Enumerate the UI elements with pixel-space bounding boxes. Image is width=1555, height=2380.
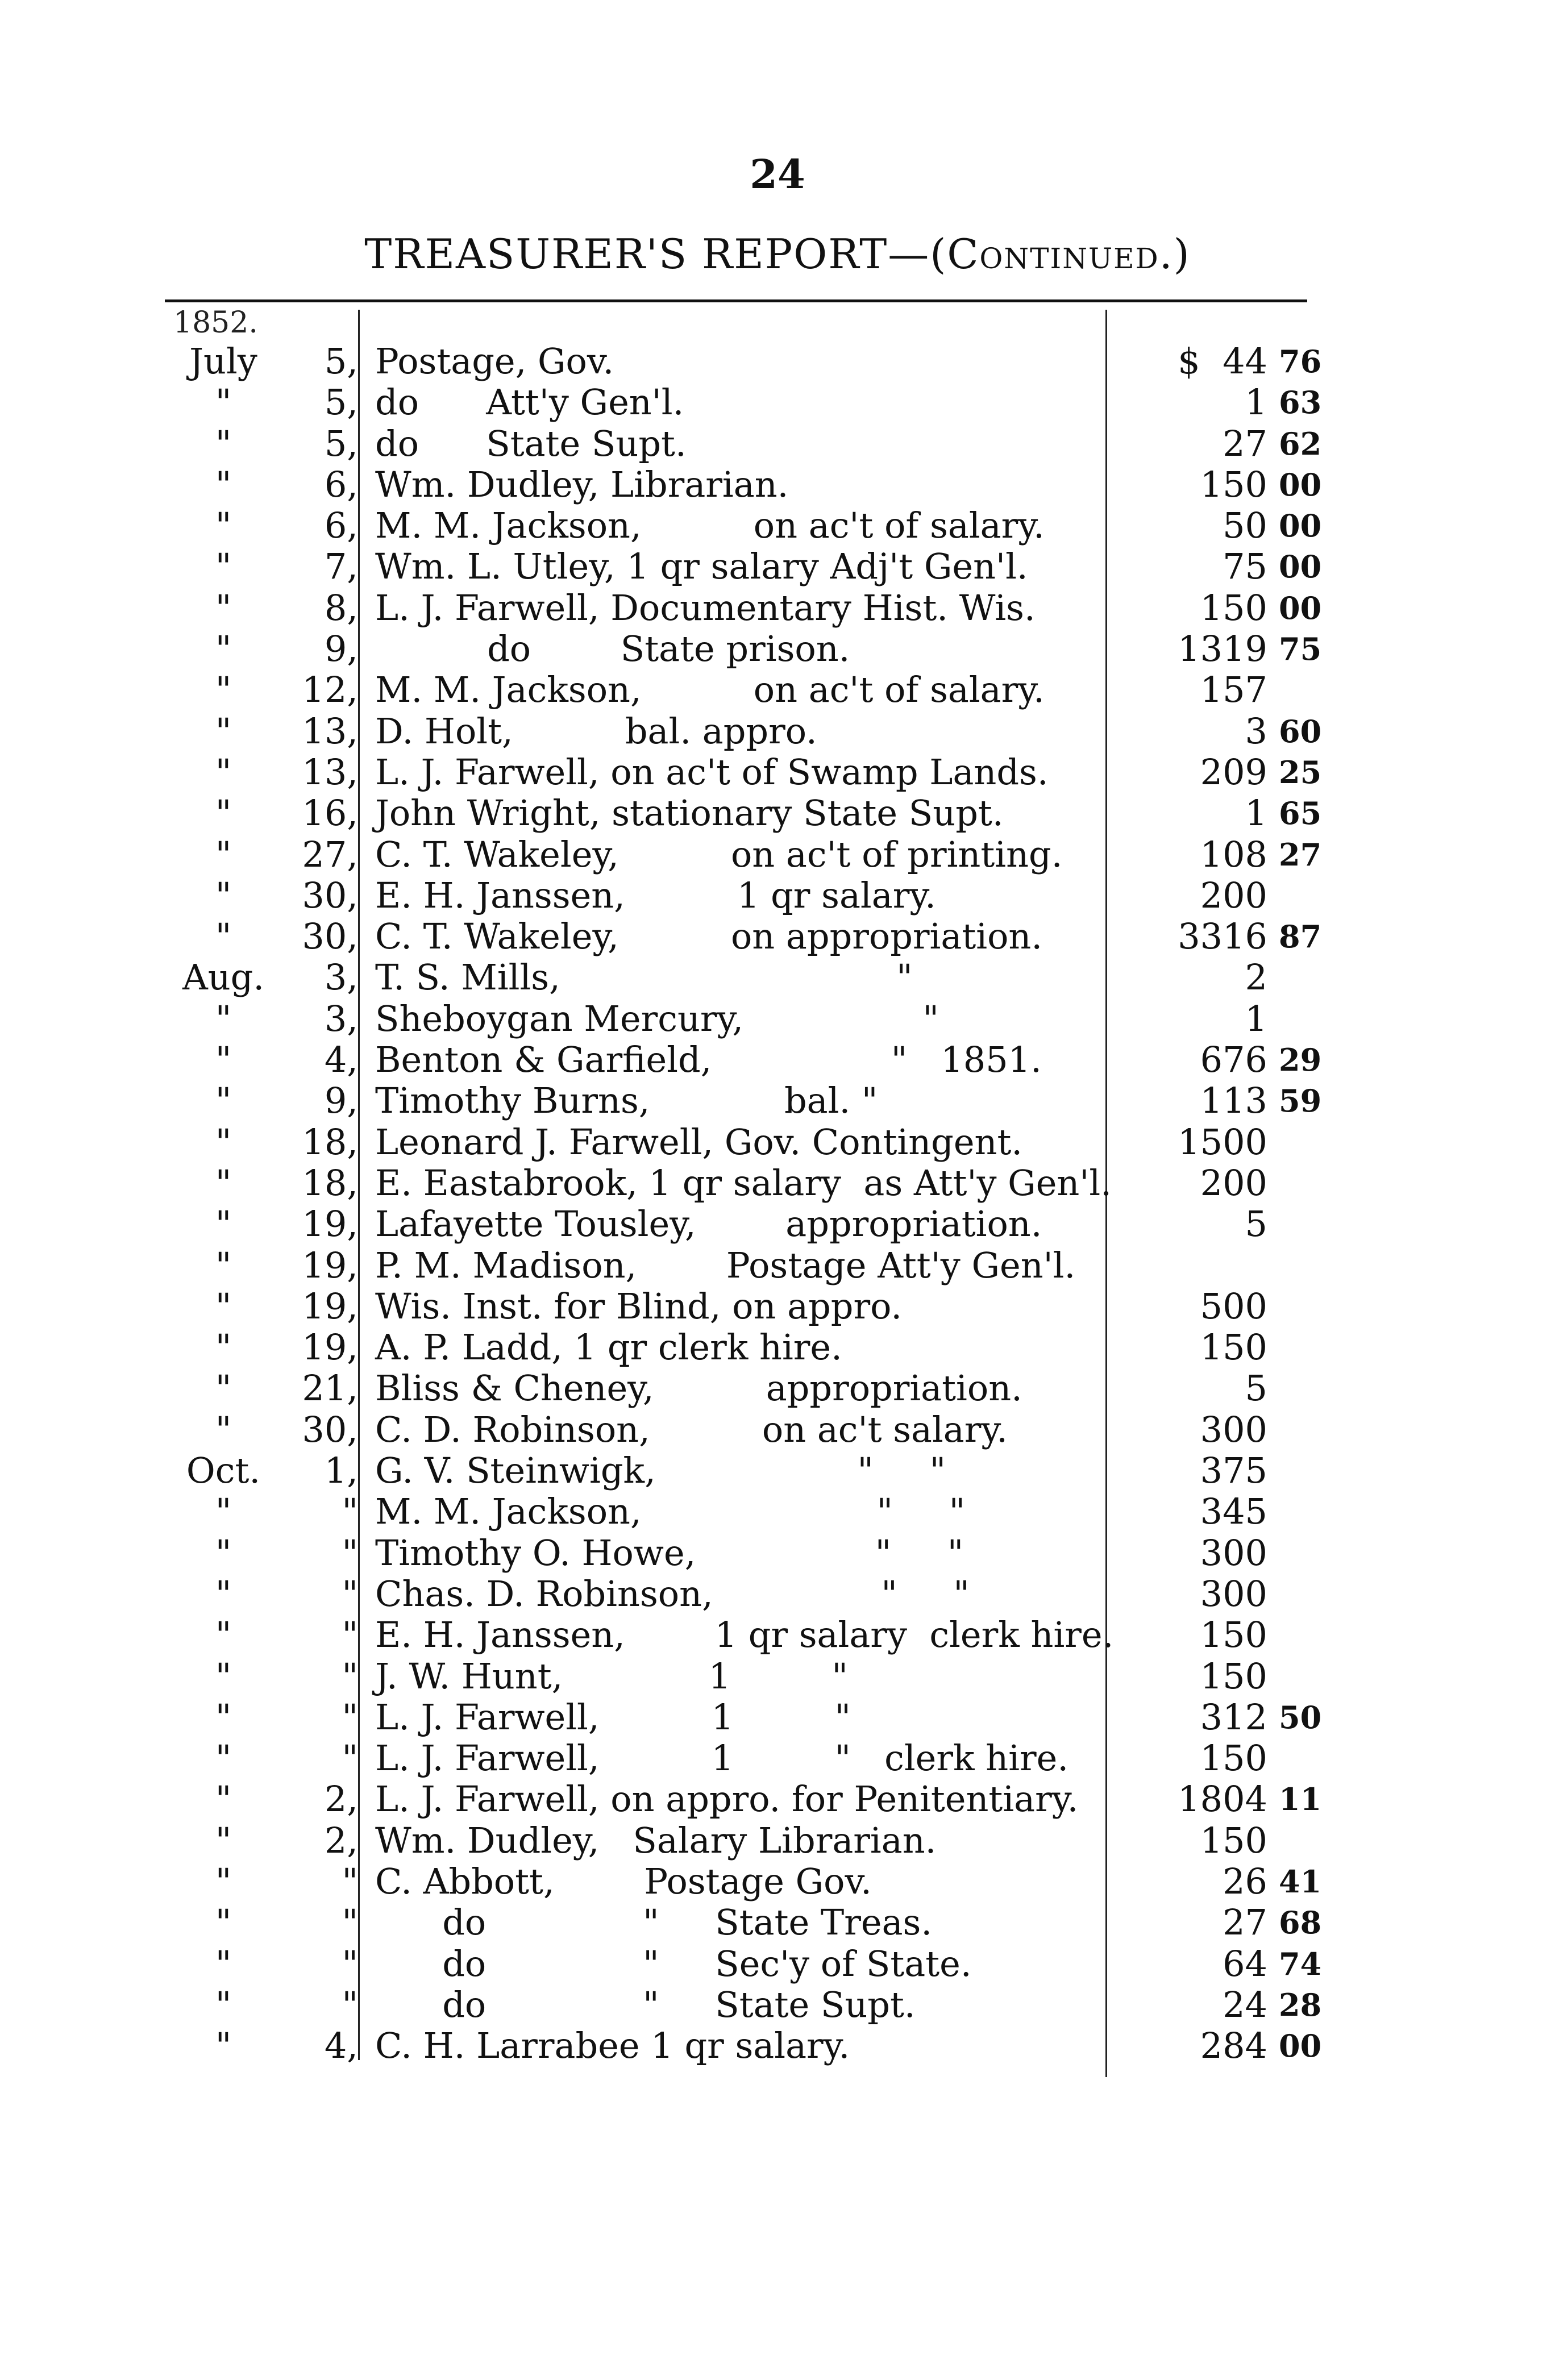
entry-day: 19,: [302, 1203, 358, 1245]
entry-cents: 11: [1279, 1781, 1322, 1818]
entry-description: C. Abbott, Postage Gov.: [375, 1860, 872, 1902]
entry-dollars: 375: [1200, 1450, 1267, 1492]
entry-month: ": [215, 1532, 232, 1574]
entry-day: ": [342, 1696, 358, 1738]
entry-month: ": [215, 1039, 232, 1081]
entry-day: 5,: [324, 381, 358, 423]
entry-month: ": [215, 1942, 232, 1984]
ledger-row: [0, 711, 1555, 752]
entry-month: ": [215, 669, 232, 711]
entry-dollars: 312: [1200, 1696, 1267, 1738]
ledger-row: [0, 1656, 1555, 1697]
ledger-row: [0, 1944, 1555, 1984]
entry-day: 18,: [302, 1121, 358, 1163]
entry-month: ": [215, 586, 232, 629]
entry-description: L. J. Farwell, on ac't of Swamp Lands.: [375, 751, 1049, 793]
entry-description: P. M. Madison, Postage Att'y Gen'l.: [375, 1244, 1076, 1286]
entry-cents: 60: [1279, 713, 1322, 750]
entry-description: Leonard J. Farwell, Gov. Contingent.: [375, 1121, 1023, 1163]
ledger-row: [0, 341, 1555, 382]
ledger-row: [0, 1533, 1555, 1574]
entry-dollars: 1: [1245, 997, 1267, 1039]
entry-month: Oct.: [186, 1450, 261, 1492]
entry-description: L. J. Farwell, on appro. for Penitentiary.: [375, 1778, 1079, 1820]
entry-month: ": [215, 1244, 232, 1286]
entry-day: ": [342, 1737, 358, 1779]
entry-day: ": [342, 1532, 358, 1574]
running-head: [0, 230, 1555, 278]
entry-dollars: 1: [1245, 381, 1267, 423]
ledger-row: [0, 423, 1555, 464]
entry-description: C. H. Larrabee 1 qr salary.: [375, 2025, 850, 2067]
entry-cents: 00: [1279, 548, 1322, 585]
entry-day: 8,: [324, 586, 358, 629]
entry-day: ": [342, 1860, 358, 1902]
header-rule: [165, 299, 1307, 302]
entry-description: Wm. Dudley, Librarian.: [375, 463, 789, 505]
entry-description: Timothy Burns, bal. ": [375, 1080, 878, 1122]
entry-cents: 65: [1279, 795, 1322, 832]
entry-month: ": [215, 505, 232, 547]
entry-description: A. P. Ladd, 1 qr clerk hire.: [375, 1326, 842, 1368]
ledger-row: [0, 1491, 1555, 1532]
entry-cents: 00: [1279, 507, 1322, 544]
entry-dollars: 75: [1223, 546, 1267, 588]
entry-day: ": [342, 1655, 358, 1697]
entry-day: ": [342, 1901, 358, 1944]
entry-dollars: 5: [1245, 1203, 1267, 1245]
entry-day: 30,: [302, 874, 358, 916]
entry-day: 30,: [302, 916, 358, 958]
entry-month: ": [215, 792, 232, 834]
entry-cents: 59: [1279, 1083, 1322, 1120]
ledger-table: [0, 341, 1555, 2066]
entry-description: E. Eastabrook, 1 qr salary as Att'y Gen'l.: [375, 1162, 1112, 1204]
entry-month: ": [215, 1326, 232, 1368]
entry-day: 3,: [324, 997, 358, 1039]
entry-month: ": [215, 710, 232, 752]
entry-month: ": [215, 628, 232, 670]
ledger-row: [0, 1368, 1555, 1409]
ledger-row: [0, 1450, 1555, 1491]
entry-dollars: 24: [1223, 1983, 1267, 2025]
entry-month: July: [189, 340, 257, 382]
entry-dollars: 150: [1200, 1655, 1267, 1697]
entry-day: 19,: [302, 1285, 358, 1327]
ledger-row: [0, 1080, 1555, 1121]
entry-day: 1,: [324, 1450, 358, 1492]
entry-dollars: 2: [1245, 956, 1267, 998]
entry-month: ": [215, 1203, 232, 1245]
entry-cents: 00: [1279, 2028, 1322, 2065]
entry-description: Wm. L. Utley, 1 qr salary Adj't Gen'l.: [375, 546, 1028, 588]
entry-description: do State prison.: [375, 628, 850, 670]
entry-cents: 29: [1279, 1042, 1322, 1079]
entry-cents: 50: [1279, 1699, 1322, 1736]
entry-dollars: 284: [1200, 2025, 1267, 2067]
entry-cents: 27: [1279, 836, 1322, 873]
entry-day: ": [342, 1614, 358, 1656]
entry-day: 4,: [324, 2025, 358, 2067]
entry-dollars: 1319: [1178, 628, 1267, 670]
entry-cents: 41: [1279, 1863, 1322, 1900]
entry-cents: 63: [1279, 384, 1322, 421]
entry-cents: 68: [1279, 1904, 1322, 1941]
ledger-row: [0, 998, 1555, 1039]
year-label: 1852.: [173, 306, 258, 340]
entry-dollars: 1: [1245, 792, 1267, 834]
entry-day: 7,: [324, 546, 358, 588]
entry-description: Wm. Dudley, Salary Librarian.: [375, 1819, 937, 1861]
entry-month: ": [215, 1162, 232, 1204]
entry-description: G. V. Steinwigk, " ": [375, 1450, 946, 1492]
entry-description: L. J. Farwell, 1 ": [375, 1696, 851, 1738]
entry-month: ": [215, 381, 232, 423]
entry-month: Aug.: [182, 956, 265, 998]
entry-day: 6,: [324, 463, 358, 505]
entry-month: ": [215, 1572, 232, 1615]
ledger-row: [0, 1697, 1555, 1738]
entry-month: ": [215, 833, 232, 875]
entry-month: ": [215, 997, 232, 1039]
entry-month: ": [215, 1080, 232, 1122]
entry-day: 27,: [302, 833, 358, 875]
entry-month: ": [215, 1121, 232, 1163]
entry-day: 19,: [302, 1244, 358, 1286]
entry-cents: 00: [1279, 466, 1322, 503]
entry-month: ": [215, 546, 232, 588]
ledger-row: [0, 546, 1555, 587]
entry-dollars: 150: [1200, 586, 1267, 629]
entry-dollars: 157: [1200, 669, 1267, 711]
entry-day: 2,: [324, 1778, 358, 1820]
ledger-row: [0, 464, 1555, 505]
entry-month: ": [215, 916, 232, 958]
entry-day: ": [342, 1983, 358, 2025]
running-head-continued: Continued: [947, 230, 1159, 278]
ledger-row: [0, 629, 1555, 669]
ledger-row: [0, 2025, 1555, 2066]
entry-dollars: 50: [1223, 505, 1267, 547]
entry-month: ": [215, 463, 232, 505]
entry-dollars: 27: [1223, 1901, 1267, 1944]
entry-dollars: 3: [1245, 710, 1267, 752]
entry-cents: 28: [1279, 1986, 1322, 2023]
entry-description: do " State Supt.: [375, 1983, 916, 2025]
entry-dollars: 3316: [1178, 916, 1267, 958]
entry-month: ": [215, 1901, 232, 1944]
ledger-row: [0, 1409, 1555, 1450]
entry-month: ": [215, 1860, 232, 1902]
entry-dollars: $ 44: [1178, 340, 1267, 382]
entry-month: ": [215, 2025, 232, 2067]
entry-day: 19,: [302, 1326, 358, 1368]
ledger-row: [0, 752, 1555, 793]
entry-month: ": [215, 422, 232, 464]
entry-dollars: 345: [1200, 1491, 1267, 1533]
ledger-row: [0, 834, 1555, 875]
entry-description: L. J. Farwell, 1 " clerk hire.: [375, 1737, 1069, 1779]
entry-cents: 00: [1279, 589, 1322, 626]
entry-description: E. H. Janssen, 1 qr salary clerk hire.: [375, 1614, 1114, 1656]
entry-dollars: 26: [1223, 1860, 1267, 1902]
entry-month: ": [215, 1367, 232, 1409]
entry-description: Wis. Inst. for Blind, on appro.: [375, 1285, 903, 1327]
ledger-row: [0, 1738, 1555, 1779]
ledger-row: [0, 875, 1555, 916]
entry-dollars: 64: [1223, 1942, 1267, 1984]
entry-description: do Att'y Gen'l.: [375, 381, 684, 423]
entry-description: do " State Treas.: [375, 1901, 933, 1944]
entry-description: M. M. Jackson, " ": [375, 1491, 966, 1533]
entry-description: Sheboygan Mercury, ": [375, 997, 939, 1039]
entry-dollars: 27: [1223, 422, 1267, 464]
entry-description: Chas. D. Robinson, " ": [375, 1572, 970, 1615]
entry-cents: 62: [1279, 425, 1322, 462]
entry-day: 9,: [324, 628, 358, 670]
page-number: 24: [750, 151, 805, 198]
ledger-row: [0, 793, 1555, 834]
entry-description: do State Supt.: [375, 422, 687, 464]
entry-month: ": [215, 1655, 232, 1697]
entry-day: 6,: [324, 505, 358, 547]
entry-description: C. T. Wakeley, on ac't of printing.: [375, 833, 1063, 875]
entry-description: Timothy O. Howe, " ": [375, 1532, 964, 1574]
entry-dollars: 209: [1200, 751, 1267, 793]
entry-month: ": [215, 1778, 232, 1820]
entry-description: E. H. Janssen, 1 qr salary.: [375, 874, 936, 916]
ledger-row: [0, 588, 1555, 629]
ledger-row: [0, 1327, 1555, 1368]
ledger-row: [0, 382, 1555, 423]
entry-day: 13,: [302, 710, 358, 752]
ledger-row: [0, 1574, 1555, 1615]
entry-description: L. J. Farwell, Documentary Hist. Wis.: [375, 586, 1036, 629]
entry-dollars: 113: [1200, 1080, 1267, 1122]
entry-cents: 74: [1279, 1945, 1322, 1982]
entry-month: ": [215, 1285, 232, 1327]
entry-cents: 87: [1279, 918, 1322, 955]
entry-month: ": [215, 1614, 232, 1656]
entry-dollars: 300: [1200, 1532, 1267, 1574]
entry-description: T. S. Mills, ": [375, 956, 913, 998]
entry-cents: 76: [1279, 343, 1322, 380]
running-head-close: .): [1159, 230, 1191, 278]
entry-description: J. W. Hunt, 1 ": [375, 1655, 848, 1697]
entry-description: John Wright, stationary State Supt.: [375, 792, 1004, 834]
ledger-row: [0, 1820, 1555, 1861]
entry-dollars: 150: [1200, 1819, 1267, 1861]
entry-cents: 25: [1279, 754, 1322, 790]
ledger-row: [0, 957, 1555, 998]
entry-description: do " Sec'y of State.: [375, 1942, 972, 1984]
entry-description: Lafayette Tousley, appropriation.: [375, 1203, 1042, 1245]
ledger-row: [0, 1615, 1555, 1655]
entry-description: Postage, Gov.: [375, 340, 614, 382]
ledger-row: [0, 1286, 1555, 1327]
entry-day: 5,: [324, 340, 358, 382]
entry-cents: 75: [1279, 631, 1322, 668]
entry-dollars: 108: [1200, 833, 1267, 875]
entry-dollars: 150: [1200, 1326, 1267, 1368]
entry-dollars: 300: [1200, 1408, 1267, 1450]
entry-month: ": [215, 751, 232, 793]
ledger-row: [0, 916, 1555, 957]
ledger-row: [0, 1122, 1555, 1163]
entry-dollars: 200: [1200, 1162, 1267, 1204]
ledger-row: [0, 1861, 1555, 1902]
entry-day: ": [342, 1572, 358, 1615]
entry-description: D. Holt, bal. appro.: [375, 710, 817, 752]
ledger-row: [0, 1902, 1555, 1943]
entry-dollars: 150: [1200, 463, 1267, 505]
entry-month: ": [215, 1408, 232, 1450]
entry-month: ": [215, 874, 232, 916]
ledger-row: [0, 1204, 1555, 1245]
ledger-row: [0, 1039, 1555, 1080]
entry-dollars: 676: [1200, 1039, 1267, 1081]
entry-month: ": [215, 1737, 232, 1779]
entry-dollars: 200: [1200, 874, 1267, 916]
entry-description: C. D. Robinson, on ac't salary.: [375, 1408, 1008, 1450]
entry-description: M. M. Jackson, on ac't of salary.: [375, 505, 1045, 547]
entry-dollars: 300: [1200, 1572, 1267, 1615]
ledger-row: [0, 1779, 1555, 1820]
entry-day: 4,: [324, 1039, 358, 1081]
entry-day: 2,: [324, 1819, 358, 1861]
entry-day: 16,: [302, 792, 358, 834]
entry-dollars: 5: [1245, 1367, 1267, 1409]
entry-day: 12,: [302, 669, 358, 711]
ledger-row: [0, 669, 1555, 710]
entry-day: 3,: [324, 956, 358, 998]
entry-dollars: 1804: [1178, 1778, 1267, 1820]
entry-month: ": [215, 1819, 232, 1861]
ledger-row: [0, 1984, 1555, 2025]
entry-day: 5,: [324, 422, 358, 464]
entry-day: 9,: [324, 1080, 358, 1122]
entry-day: 21,: [302, 1367, 358, 1409]
entry-description: C. T. Wakeley, on appropriation.: [375, 916, 1043, 958]
entry-day: 30,: [302, 1408, 358, 1450]
entry-day: 13,: [302, 751, 358, 793]
entry-day: ": [342, 1942, 358, 1984]
entry-dollars: 1500: [1178, 1121, 1267, 1163]
entry-dollars: 500: [1200, 1285, 1267, 1327]
entry-dollars: 150: [1200, 1614, 1267, 1656]
entry-month: ": [215, 1696, 232, 1738]
ledger-row: [0, 1163, 1555, 1204]
entry-description: Benton & Garfield, " 1851.: [375, 1039, 1042, 1081]
entry-description: Bliss & Cheney, appropriation.: [375, 1367, 1022, 1409]
running-head-title: TREASURER'S REPORT—(: [364, 230, 947, 278]
ledger-row: [0, 505, 1555, 546]
entry-month: ": [215, 1983, 232, 2025]
entry-dollars: 150: [1200, 1737, 1267, 1779]
entry-day: 18,: [302, 1162, 358, 1204]
ledger-row: [0, 1245, 1555, 1286]
entry-day: ": [342, 1491, 358, 1533]
entry-month: ": [215, 1491, 232, 1533]
entry-description: M. M. Jackson, on ac't of salary.: [375, 669, 1045, 711]
